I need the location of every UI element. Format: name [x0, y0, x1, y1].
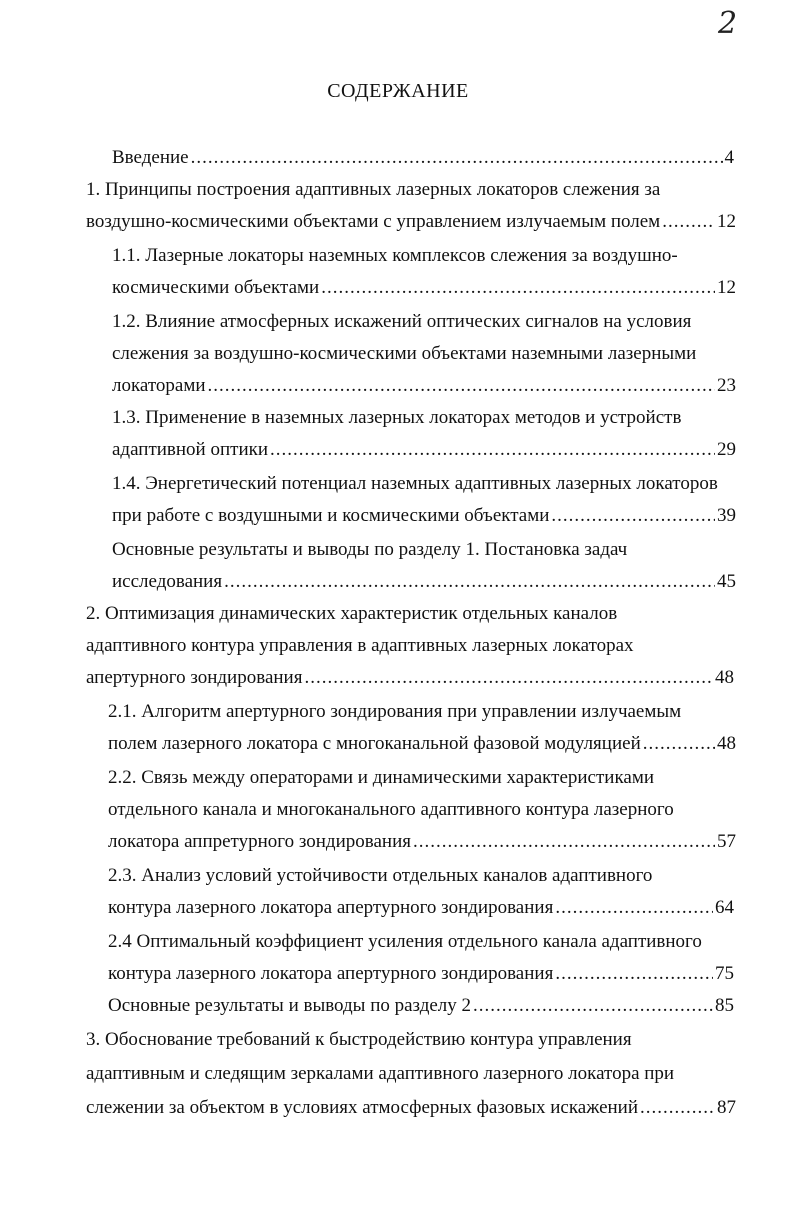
- page-title: СОДЕРЖАНИЕ: [327, 80, 469, 102]
- toc-entry: 3. Обоснование требований к быстродействию контура управления: [86, 1029, 632, 1050]
- toc-entry: контура лазерного локатора апертурного зондирования ..... 64: [108, 896, 734, 920]
- toc-entry: воздушно-космическими объектами с управлением излучаемым полем ..... 12: [86, 210, 736, 234]
- toc-entry: при работе с воздушными и космическими объектами ..... 39: [112, 504, 736, 528]
- toc-entry: 2.2. Связь между операторами и динамическими характеристиками: [108, 767, 655, 788]
- toc-entry: исследования ..... 45: [112, 570, 736, 594]
- toc-entry: адаптивного контура управления в адаптивных лазерных локаторах: [86, 635, 634, 656]
- toc-entry: космическими объектами ..... 12: [112, 276, 736, 300]
- toc-entry: 1.2. Влияние атмосферных искажений оптических сигналов на условия: [112, 311, 692, 332]
- toc-entry: 2.4 Оптимальный коэффициент усиления отдельного канала адаптивного: [108, 931, 702, 952]
- toc-entry: 2. Оптимизация динамических характеристик отдельных каналов: [86, 603, 618, 624]
- toc-entry: Основные результаты и выводы по разделу 2 ..... 85: [108, 994, 734, 1018]
- toc-entry: Введение ..... 4: [112, 146, 734, 170]
- toc-entry: слежении за объектом в условиях атмосферных фазовых искажений ..... 87: [86, 1096, 736, 1120]
- toc-entry: адаптивной оптики ..... 29: [112, 438, 736, 462]
- toc-entry: 1.3. Применение в наземных лазерных локаторах методов и устройств: [112, 407, 682, 428]
- toc-entry: 1. Принципы построения адаптивных лазерных локаторов слежения за: [86, 179, 661, 200]
- toc-entry: локаторами ..... 23: [112, 374, 736, 398]
- toc-entry: 1.4. Энергетический потенциал наземных адаптивных лазерных локаторов: [112, 473, 718, 494]
- toc-entry: слежения за воздушно-космическими объектами наземными лазерными: [112, 343, 697, 364]
- toc-entry: адаптивным и следящим зеркалами адаптивного лазерного локатора при: [86, 1063, 675, 1084]
- toc-entry: локатора аппретурного зондирования ..... 57: [108, 830, 736, 854]
- toc-entry: 2.1. Алгоритм апертурного зондирования при управлении излучаемым: [108, 701, 682, 722]
- toc-entry: апертурного зондирования ..... 48: [86, 666, 734, 690]
- toc-entry: контура лазерного локатора апертурного зондирования ..... 75: [108, 962, 734, 986]
- toc-entry: полем лазерного локатора с многоканальной фазовой модуляцией ..... 48: [108, 732, 736, 756]
- toc-entry: Основные результаты и выводы по разделу 1. Постановка задач: [112, 539, 628, 560]
- toc-entry: 2.3. Анализ условий устойчивости отдельных каналов адаптивного: [108, 865, 653, 886]
- page-number: 2: [718, 6, 738, 41]
- toc-entry: 1.1. Лазерные локаторы наземных комплексов слежения за воздушно-: [112, 245, 678, 266]
- toc-entry: отдельного канала и многоканального адаптивного контура лазерного: [108, 799, 674, 820]
